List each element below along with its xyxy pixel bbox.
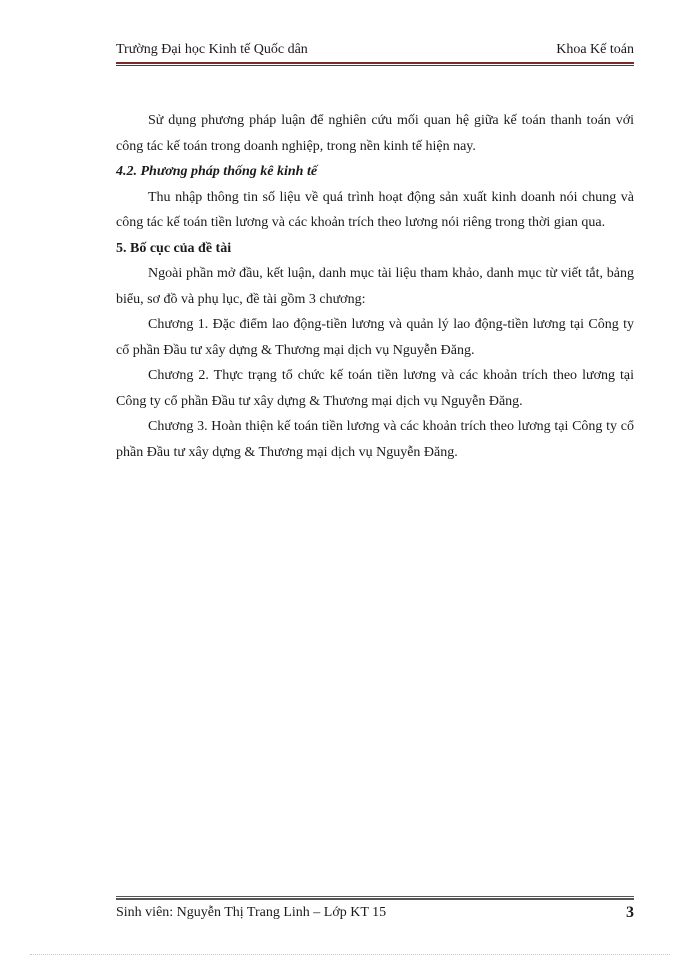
paragraph-statistics: Thu nhập thông tin số liệu về quá trình hoạt động sản xuất kinh doanh nói chung và công tác kế toán tiền lương và các khoản trích theo lương nói riêng trong thời gian qua. [116,189,634,230]
page-header [116,40,634,60]
paragraph-chapter-1: Chương 1. Đặc điểm lao động-tiền lương và quản lý lao động-tiền lương tại Công ty cổ phần Đầu tư xây dựng & Thương mại dịch vụ Nguyễn Đăng. [116,317,634,358]
header-university: Trường Đại học Kinh tế Quốc dân [116,42,308,57]
paragraph-methodology: Sử dụng phương pháp luận để nghiên cứu mối quan hệ giữa kế toán thanh toán với công tác kế toán trong doanh nghiệp, trong nền kinh tế hiện nay. [116,113,634,154]
footer-divider [116,896,634,900]
footer-student: Sinh viên: Nguyễn Thị Trang Linh – Lớp KT 15 [116,905,387,920]
page-bottom-edge [30,954,670,955]
paragraph-chapter-2: Chương 2. Thực trạng tổ chức kế toán tiền lương và các khoản trích theo lương tại Công ty cổ phần Đầu tư xây dựng & Thương mại dịch vụ Nguyễn Đăng. [116,368,634,409]
header-divider [116,62,634,66]
page-footer [116,902,634,924]
page-number: 3 [626,904,634,921]
header-faculty: Khoa Kế toán [556,42,634,57]
paragraph-chapter-3: Chương 3. Hoàn thiện kế toán tiền lương và các khoản trích theo lương tại Công ty cổ phần Đầu tư xây dựng & Thương mại dịch vụ Nguyễn Đăng. [116,419,634,460]
paragraph-structure: Ngoài phần mở đầu, kết luận, danh mục tài liệu tham khảo, danh mục từ viết tắt, bảng biểu, sơ đồ và phụ lục, đề tài gồm 3 chương: [116,266,634,307]
page-body [116,108,634,465]
section-heading-4-2: 4.2. Phương pháp thống kê kinh tế [116,164,318,179]
section-heading-5: 5. Bố cục của đề tài [116,240,232,256]
